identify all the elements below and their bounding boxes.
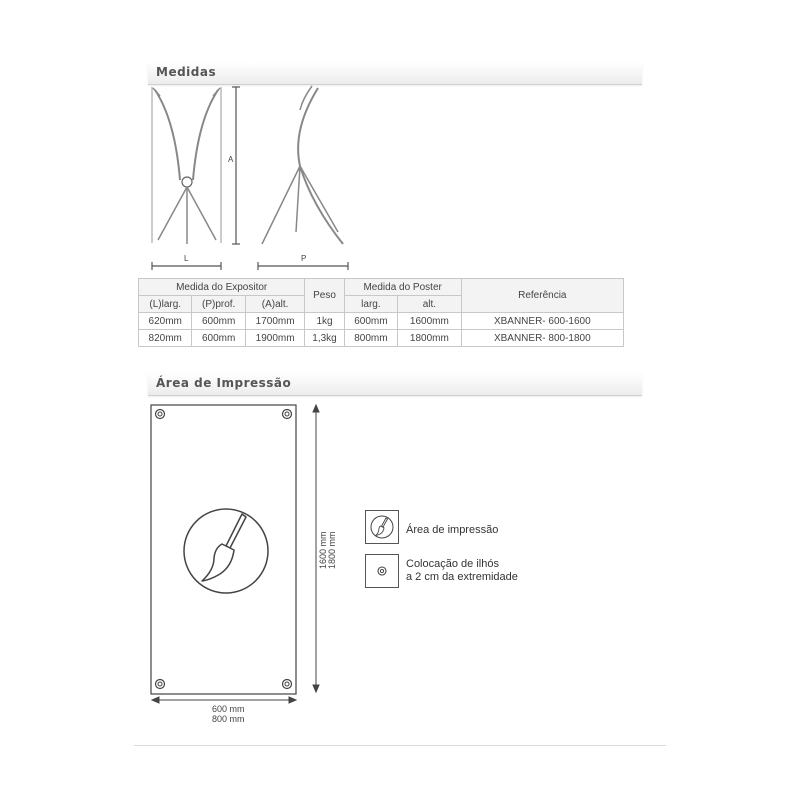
width-label-600: 600 mm bbox=[212, 704, 245, 714]
paintbrush-icon bbox=[366, 511, 398, 543]
eyelet-icon bbox=[366, 555, 398, 587]
height-label-1800: 1800 mm bbox=[327, 531, 337, 569]
legend-eyelet-text bbox=[406, 558, 518, 584]
th-poster-larg: larg. bbox=[344, 296, 397, 313]
th-a-alt: (A)alt. bbox=[245, 296, 304, 313]
cell-l: 820mm bbox=[139, 330, 192, 347]
th-l-larg: (L)larg. bbox=[139, 296, 192, 313]
cell-a: 1900mm bbox=[245, 330, 304, 347]
cell-peso: 1,3kg bbox=[305, 330, 344, 347]
cell-alt: 1600mm bbox=[398, 313, 462, 330]
cell-peso: 1kg bbox=[305, 313, 344, 330]
th-medida-poster: Medida do Poster bbox=[344, 279, 461, 296]
cell-p: 600mm bbox=[192, 330, 245, 347]
medidas-title: Medidas bbox=[156, 65, 217, 79]
dim-a-label: A bbox=[228, 155, 234, 164]
th-p-prof: (P)prof. bbox=[192, 296, 245, 313]
th-referencia: Referência bbox=[461, 279, 623, 313]
th-peso: Peso bbox=[305, 279, 344, 313]
legend-eyelet-line1: Colocação de ilhós bbox=[406, 558, 499, 570]
th-medida-expositor: Medida do Expositor bbox=[139, 279, 305, 296]
width-label-800: 800 mm bbox=[212, 714, 245, 724]
cell-ref: XBANNER- 600-1600 bbox=[461, 313, 623, 330]
legend-eyelet-box bbox=[365, 554, 399, 588]
legend-print-area-text: Área de impressão bbox=[406, 524, 499, 536]
cell-p: 600mm bbox=[192, 313, 245, 330]
legend-eyelet-line2: a 2 cm da extremidade bbox=[406, 571, 518, 583]
th-poster-alt: alt. bbox=[398, 296, 462, 313]
height-label-1600: 1600 mm bbox=[318, 531, 328, 569]
paintbrush-icon bbox=[184, 509, 268, 593]
cell-a: 1700mm bbox=[245, 313, 304, 330]
legend-print-area-box bbox=[365, 510, 399, 544]
cell-larg: 800mm bbox=[344, 330, 397, 347]
cell-ref: XBANNER- 800-1800 bbox=[461, 330, 623, 347]
cell-alt: 1800mm bbox=[398, 330, 462, 347]
area-impressao-title: Área de Impressão bbox=[156, 376, 292, 390]
cell-l: 620mm bbox=[139, 313, 192, 330]
dim-p-label: P bbox=[301, 254, 307, 263]
footer-divider bbox=[134, 745, 666, 746]
cell-larg: 600mm bbox=[344, 313, 397, 330]
dim-l-label: L bbox=[184, 254, 189, 263]
